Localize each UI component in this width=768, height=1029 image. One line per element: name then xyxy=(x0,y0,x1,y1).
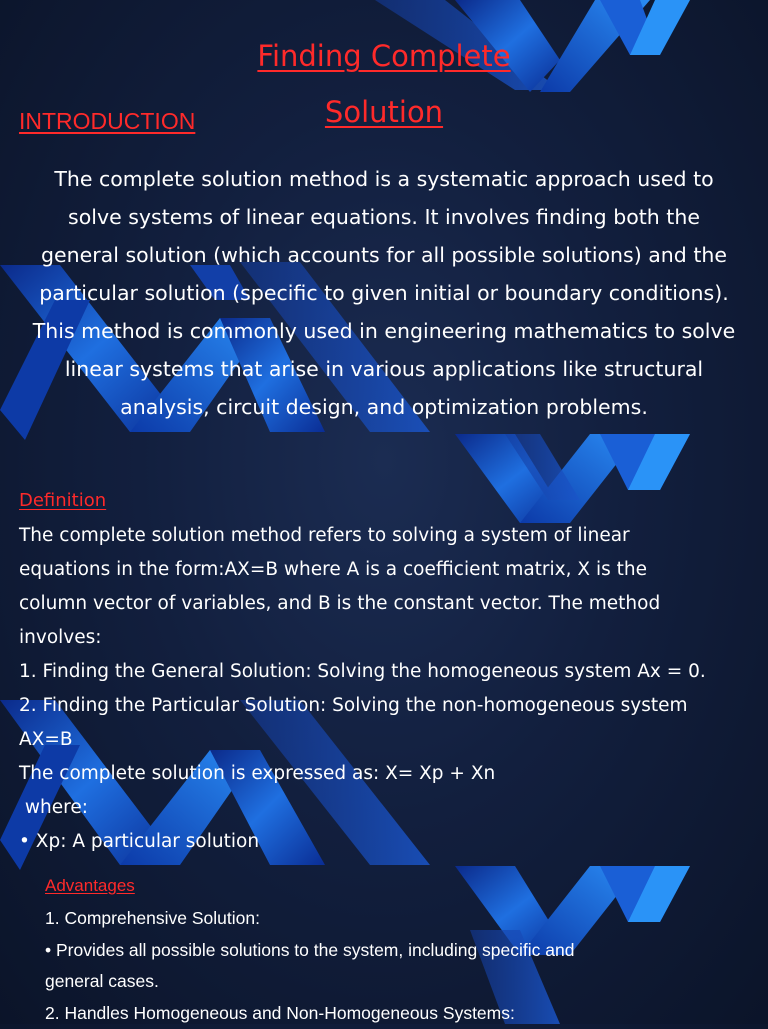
definition-line: • Xp: A particular solution xyxy=(19,825,768,859)
intro-line: general solution (which accounts for all possible solutions) and the xyxy=(0,236,768,274)
definition-line: column vector of variables, and B is the constant vector. The method xyxy=(19,587,768,621)
intro-line: solve systems of linear equations. It involves finding both the xyxy=(0,198,768,236)
intro-line: particular solution (specific to given initial or boundary conditions). xyxy=(0,274,768,312)
definition-line: involves: xyxy=(19,621,768,655)
introduction-paragraph xyxy=(0,160,768,426)
advantages-heading: Advantages xyxy=(45,876,135,896)
definition-paragraph xyxy=(19,519,768,859)
intro-line: The complete solution method is a systematic approach used to xyxy=(0,160,768,198)
definition-line: 1. Finding the General Solution: Solving the homogeneous system Ax = 0. xyxy=(19,655,768,689)
intro-line: This method is commonly used in engineering mathematics to solve xyxy=(0,312,768,350)
definition-line: The complete solution method refers to solving a system of linear xyxy=(19,519,768,553)
definition-line: 2. Finding the Particular Solution: Solving the non-homogeneous system xyxy=(19,689,768,723)
page-title xyxy=(184,28,584,140)
definition-line: equations in the form:AX=B where A is a coefficient matrix, X is the xyxy=(19,553,768,587)
definition-line: The complete solution is expressed as: X= Xp + Xn xyxy=(19,757,768,791)
definition-line: AX=B xyxy=(19,723,768,757)
advantages-list xyxy=(45,903,745,1029)
title-line-2: Solution xyxy=(184,84,584,140)
title-line-1: Finding Complete xyxy=(184,28,584,84)
intro-line: linear systems that arise in various applications like structural xyxy=(0,350,768,388)
advantages-line: • Provides all possible solutions to the system, including specific and xyxy=(45,935,745,967)
advantages-line: 2. Handles Homogeneous and Non-Homogeneous Systems: xyxy=(45,998,745,1029)
definition-line: where: xyxy=(19,791,768,825)
advantages-line: 1. Comprehensive Solution: xyxy=(45,903,745,935)
intro-line: analysis, circuit design, and optimization problems. xyxy=(0,388,768,426)
advantages-line: general cases. xyxy=(45,966,745,998)
definition-heading: Definition xyxy=(19,490,106,511)
introduction-heading: INTRODUCTION xyxy=(19,108,195,135)
